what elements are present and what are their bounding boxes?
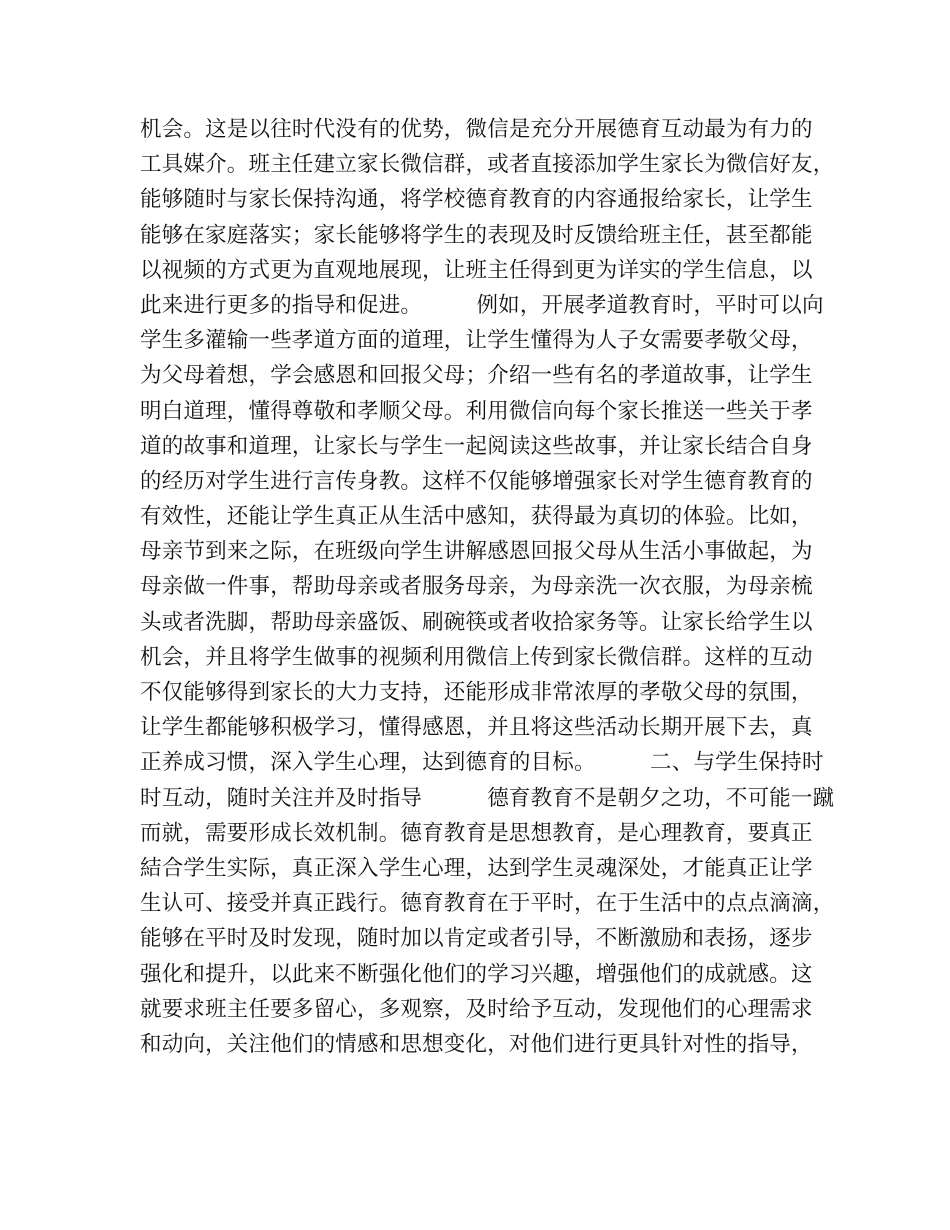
text-line: 强化和提升，以此来不断强化他们的学习兴趣，增强他们的成就感。这: [140, 961, 813, 987]
text-line: 道的故事和道理，让家长与学生一起阅读这些故事，并让家长结合自身: [140, 433, 813, 459]
text-line: 不仅能够得到家长的大力支持，还能形成非常浓厚的孝敬父母的氛围，: [140, 680, 813, 705]
text-line: 机会，并且将学生做事的视频利用微信上传到家长微信群。这样的互动: [140, 644, 813, 670]
text-line: 的经历对学生进行言传身教。这样不仅能够增强家长对学生德育教育的: [140, 468, 813, 494]
text-line: 母亲做一件事，帮助母亲或者服务母亲，为母亲洗一次衣服，为母亲梳: [140, 574, 813, 600]
text-line: 和动向，关注他们的情感和思想变化，对他们进行更具针对性的指导，: [140, 1031, 813, 1057]
text-line: 机会。这是以往时代没有的优势，微信是充分开展德育互动最为有力的: [140, 117, 813, 142]
text-line: 为父母着想，学会感恩和回报父母；介绍一些有名的孝道故事，让学生: [140, 363, 813, 389]
text-line: 而就，需要形成长效机制。德育教育是思想教育，是心理教育，要真正: [140, 820, 813, 846]
body-text: [140, 112, 835, 1062]
text-line: 以视频的方式更为直观地展现，让班主任得到更为详实的学生信息，以: [140, 257, 813, 283]
text-line: 就要求班主任要多留心，多观察，及时给予互动，发现他们的心理需求: [140, 996, 813, 1022]
text-line: 头或者洗脚，帮助母亲盛饭、刷碗筷或者收拾家务等。让家长给学生以: [140, 609, 813, 635]
text-line: 能够在平时及时发现，随时加以肯定或者引导，不断激励和表扬，逐步: [140, 926, 813, 952]
text-line: 有效性，还能让学生真正从生活中感知，获得最为真切的体验。比如，: [140, 504, 813, 530]
text-line: 母亲节到来之际，在班级向学生讲解感恩回报父母从生活小事做起，为: [140, 539, 813, 565]
text-line: 能够随时与家长保持沟通，将学校德育教育的内容通报给家长，让学生: [140, 187, 813, 213]
text-line: 时互动，随时关注并及时指导 德育教育不是朝夕之功，不可能一蹴: [140, 785, 835, 811]
text-line: 工具媒介。班主任建立家长微信群，或者直接添加学生家长为微信好友，: [140, 152, 835, 178]
text-line: 結合学生实际，真正深入学生心理，达到学生灵魂深处，才能真正让学: [140, 855, 813, 881]
text-line: 正养成习惯，深入学生心理，达到德育的目标。 二、与学生保持时: [140, 750, 824, 776]
text-line: 能够在家庭落实；家长能够将学生的表现及时反馈给班主任，甚至都能: [140, 222, 813, 248]
text-line: 此来进行更多的指导和促进。 例如，开展孝道教育时，平时可以向: [140, 292, 824, 318]
text-line: 生认可、接受并真正践行。德育教育在于平时，在于生活中的点点滴滴，: [140, 891, 835, 917]
text-line: 学生多灌输一些孝道方面的道理，让学生懂得为人子女需要孝敬父母，: [140, 328, 813, 354]
text-line: 明白道理，懂得尊敬和孝顺父母。利用微信向每个家长推送一些关于孝: [140, 398, 813, 424]
text-line: 让学生都能够积极学习，懂得感恩，并且将这些活动长期开展下去，真: [140, 715, 813, 741]
